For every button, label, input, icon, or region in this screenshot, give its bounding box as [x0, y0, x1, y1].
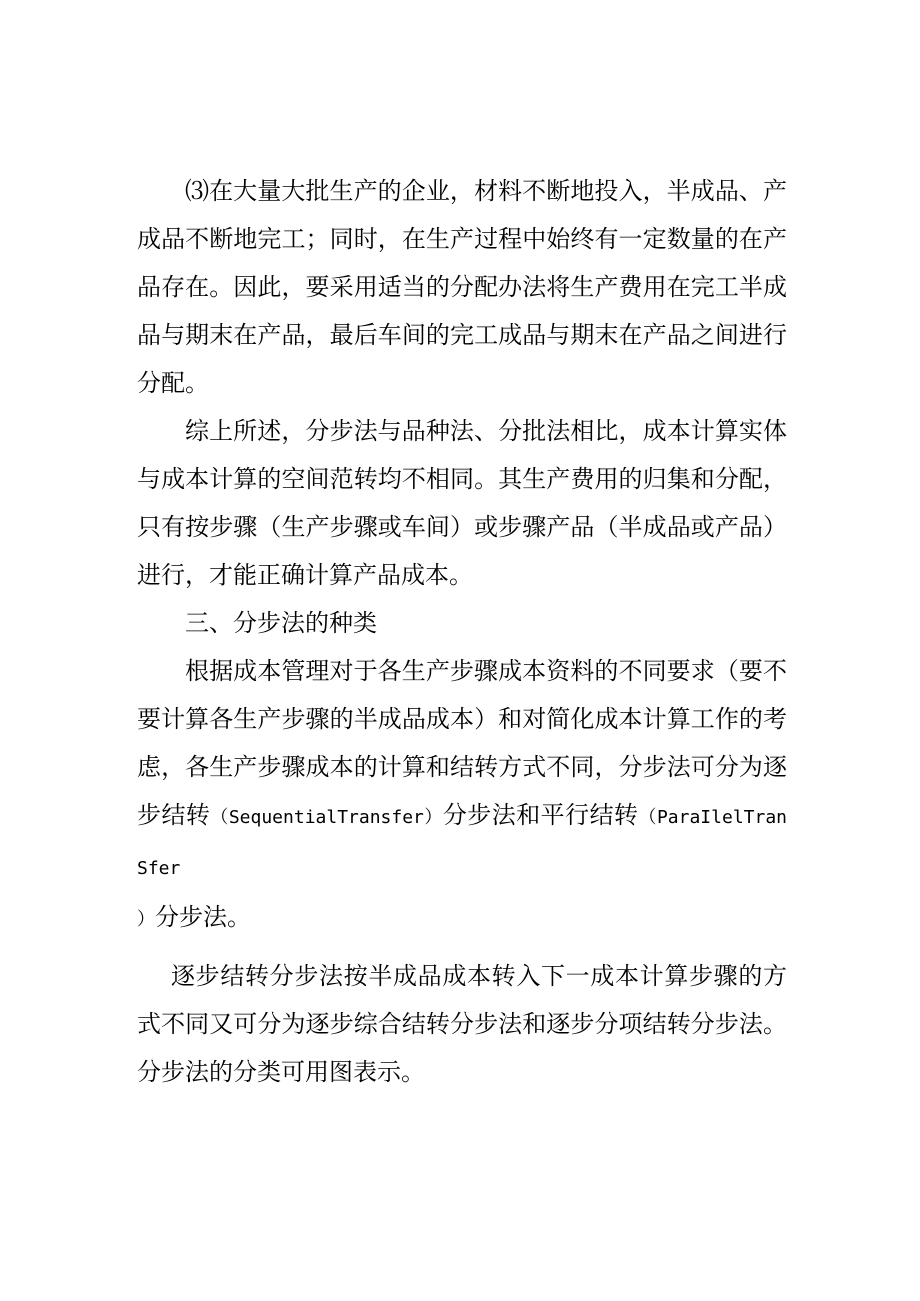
types-text-a: 根据成本管理对于各生产步骤成本资料的不同要求（要不要计算各生产步骤的半成品成本）和对简化成本计算工作的考虑，各生产步骤成本的计算和结转方式不同，分步法可分为逐步结转	[137, 657, 787, 829]
paragraph-sequential: 逐步结转分步法按半成品成本转入下一成本计算步骤的方式不同又可分为逐步综合结转分步法和逐步分项结转分步法。分步法的分类可用图表示。	[137, 962, 787, 1086]
paragraph-item-3: ⑶在大量大批生产的企业，材料不断地投入，半成品、产成品不断地完工；同时，在生产过程中始终有一定数量的在产品存在。因此，要采用适当的分配办法将生产费用在完工半成品与期末在产品，最后车间的完工成品与期末在产品之间进行分配。	[137, 177, 787, 397]
types-text-c: 分步法。	[155, 903, 251, 931]
types-text-b: 分步法和平行结转	[442, 801, 639, 829]
types-latin-parallel: （ParaIlelTranSfer	[137, 807, 788, 879]
paragraph-summary: 综上所述，分步法与品种法、分批法相比，成本计算实体与成本计算的空间范转均不相同。其生产费用的归集和分配，只有按步骤（生产步骤或车间）或步骤产品（半成品或产品）进行，才能正确计算产品成本。	[137, 417, 787, 589]
types-latin-sequential: （SequentialTransfer）	[210, 807, 443, 828]
types-latin-close: ）	[137, 909, 155, 930]
section-heading-3: 三、分步法的种类	[185, 609, 377, 637]
paragraph-types	[137, 647, 787, 944]
document-body	[137, 167, 787, 1096]
